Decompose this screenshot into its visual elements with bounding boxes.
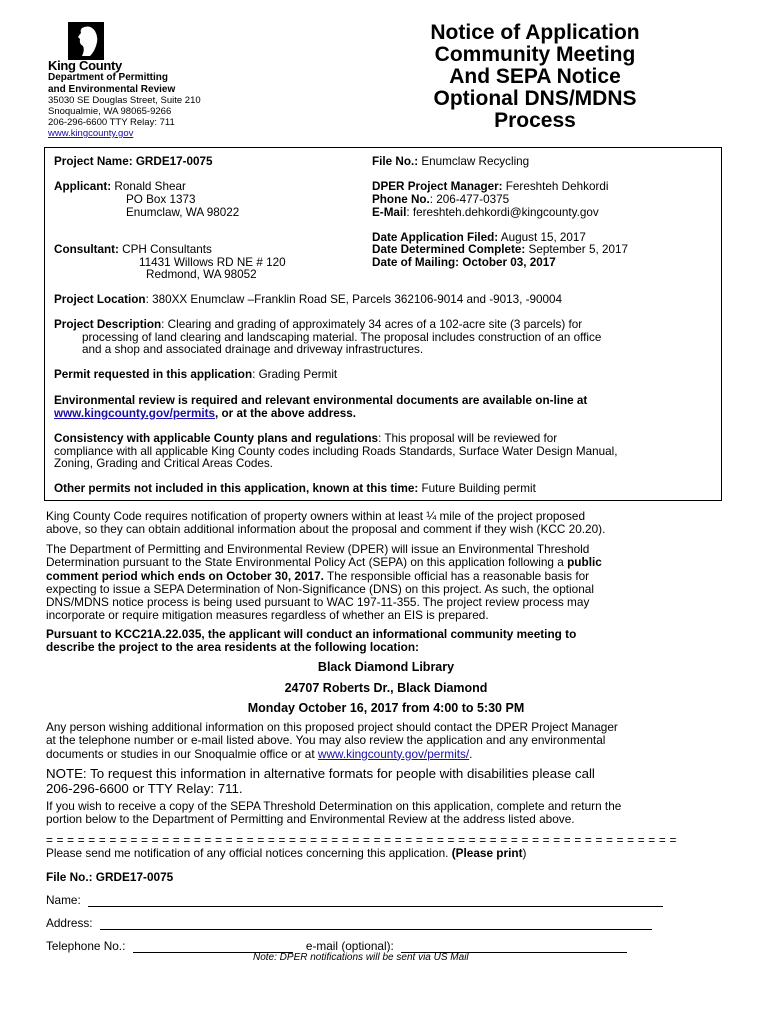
date-of-mailing: Date of Mailing: October 03, 2017 bbox=[372, 256, 556, 269]
meeting-address: 24707 Roberts Dr., Black Diamond bbox=[284, 681, 488, 695]
consistency-line-2: compliance with all applicable King County codes including Roads Standards, Surface Water Design Manual, bbox=[54, 445, 618, 458]
department-address bbox=[48, 95, 201, 139]
consistency: Consistency with applicable County plans and regulations: This proposal will be reviewed for bbox=[54, 432, 558, 445]
logo-name: King County bbox=[48, 58, 122, 73]
file-no: File No.: Enumclaw Recycling bbox=[372, 155, 530, 168]
project-description-line-3: and a shop and associated drainage and driveway infrastructures. bbox=[82, 343, 424, 356]
form-name-row bbox=[46, 894, 726, 907]
permit-requested: Permit requested in this application: Grading Permit bbox=[54, 368, 338, 381]
website-link[interactable]: www.kingcounty.gov bbox=[48, 128, 134, 139]
name-input[interactable] bbox=[88, 895, 663, 907]
title-line-1: Notice of Application bbox=[430, 21, 640, 44]
applicant-address-1: PO Box 1373 bbox=[126, 193, 196, 206]
environmental-review: Environmental review is required and relevant environmental documents are available on-line at bbox=[54, 394, 588, 407]
address-line-2: Snoqualmie, WA 98065-9266 bbox=[48, 106, 172, 117]
project-location: Project Location: 380XX Enumclaw –Franklin Road SE, Parcels 362106-9014 and -9013, -90004 bbox=[54, 293, 563, 306]
paragraph-alt-formats: NOTE: To request this information in alternative formats for people with disabilities please call 206-296-6600 or TTY Relay: 711. bbox=[46, 766, 595, 796]
title-line-3: And SEPA Notice bbox=[449, 65, 621, 88]
environmental-review-line-2: www.kingcounty.gov/permits, or at the above address. bbox=[54, 407, 356, 420]
address-label: Address: bbox=[46, 916, 93, 930]
consultant-address-2: Redmond, WA 98052 bbox=[146, 268, 257, 281]
paragraph-contact: Any person wishing additional information on this proposed project should contact the DPER Project Manager at the telephone number or e-mail listed above. You may also review the application and any environmental documents or studies in our Snoqualmie office or at www.kingcounty.gov/permits/. bbox=[46, 720, 618, 761]
consultant: Consultant: CPH Consultants bbox=[54, 243, 212, 256]
date-determined-complete: Date Determined Complete: September 5, 2017 bbox=[372, 243, 628, 256]
date-application-filed: Date Application Filed: August 15, 2017 bbox=[372, 231, 586, 244]
project-description-line-2: processing of land clearing and landscaping material. The proposal includes construction of an office bbox=[82, 331, 602, 344]
consultant-address-1: 11431 Willows RD NE # 120 bbox=[139, 256, 286, 269]
paragraph-notification: King County Code requires notification of property owners within at least ¼ mile of the project proposed above, so they can obtain additional information about the proposal and comment if they wish (KCC 20.20). bbox=[46, 509, 606, 537]
email-label: e-mail (optional): bbox=[305, 939, 394, 953]
department-line-1: Department of Permitting bbox=[48, 72, 169, 83]
permits-link-2[interactable]: www.kingcounty.gov/permits/ bbox=[317, 746, 470, 761]
form-file-no: File No.: GRDE17-0075 bbox=[46, 870, 174, 884]
pm-email: E-Mail: fereshteh.dehkordi@kingcounty.gov bbox=[372, 206, 599, 219]
form-request: Please send me notification of any official notices concerning this application. (Please print) bbox=[46, 846, 527, 860]
meeting-place: Black Diamond Library bbox=[317, 660, 455, 674]
title-line-2: Community Meeting bbox=[434, 43, 636, 66]
paragraph-dper-threshold: The Department of Permitting and Environmental Review (DPER) will issue an Environmental Threshold Determination pursuant to the State Environmental Policy Act (SEPA) on this application following a public comment period which ends on October 30, 2017. The responsible official has a reasonable basis for expecting to issue a SEPA Determination of Non-Significance (DNS) on this project. As such, the optional DNS/MDNS notice process is being used pursuant to WAC 197-11-355. The project review process may incorporate or require mitigation measures regardless of whether an EIS is prepared. bbox=[46, 542, 602, 623]
meeting-time: Monday October 16, 2017 from 4:00 to 5:30 PM bbox=[247, 701, 525, 715]
paragraph-community-meeting: Pursuant to KCC21A.22.035, the applicant will conduct an informational community meeting to describe the project to the area residents at the following location: bbox=[46, 627, 577, 655]
paragraph-copy-request: If you wish to receive a copy of the SEPA Threshold Determination on this application, complete and return the portion below to the Department of Permitting and Environmental Review at the address listed above. bbox=[46, 799, 622, 827]
department-line-2: and Environmental Review bbox=[48, 84, 176, 95]
form-address-row bbox=[46, 917, 726, 930]
phone-line: 206-296-6600 TTY Relay: 711 bbox=[48, 117, 175, 128]
applicant: Applicant: Ronald Shear bbox=[54, 180, 186, 193]
consistency-line-3: Zoning, Grading and Critical Areas Codes. bbox=[54, 457, 273, 470]
project-description: Project Description: Clearing and grading of approximately 34 acres of a 102-acre site (3 parcels) for bbox=[54, 318, 583, 331]
project-name: Project Name: GRDE17-0075 bbox=[54, 155, 213, 168]
form-divider: = = = = = = = = = = = = = = = = = = = = = = = = = = = = = = = = = = = = = = = = = = = = = = = = = = = = = = = = = = = = bbox=[46, 834, 677, 847]
title-line-5: Process bbox=[494, 109, 576, 132]
telephone-label: Telephone No.: bbox=[46, 939, 126, 953]
department-name bbox=[48, 72, 175, 96]
address-line-1: 35030 SE Douglas Street, Suite 210 bbox=[48, 95, 201, 106]
project-manager: DPER Project Manager: Fereshteh Dehkordi bbox=[372, 180, 609, 193]
title-line-4: Optional DNS/MDNS bbox=[433, 87, 637, 110]
king-county-logo-icon bbox=[68, 22, 104, 60]
address-input[interactable] bbox=[100, 918, 652, 930]
pm-phone: Phone No.: 206-477-0375 bbox=[372, 193, 510, 206]
notice-title bbox=[370, 22, 700, 132]
name-label: Name: bbox=[46, 893, 81, 907]
permits-link[interactable]: www.kingcounty.gov/permits bbox=[54, 407, 216, 420]
other-permits: Other permits not included in this application, known at this time: Future Building permit bbox=[54, 482, 536, 495]
applicant-address-2: Enumclaw, WA 98022 bbox=[126, 206, 240, 219]
form-note: Note: DPER notifications will be sent via US Mail bbox=[253, 952, 469, 963]
king-county-logo bbox=[68, 22, 104, 60]
